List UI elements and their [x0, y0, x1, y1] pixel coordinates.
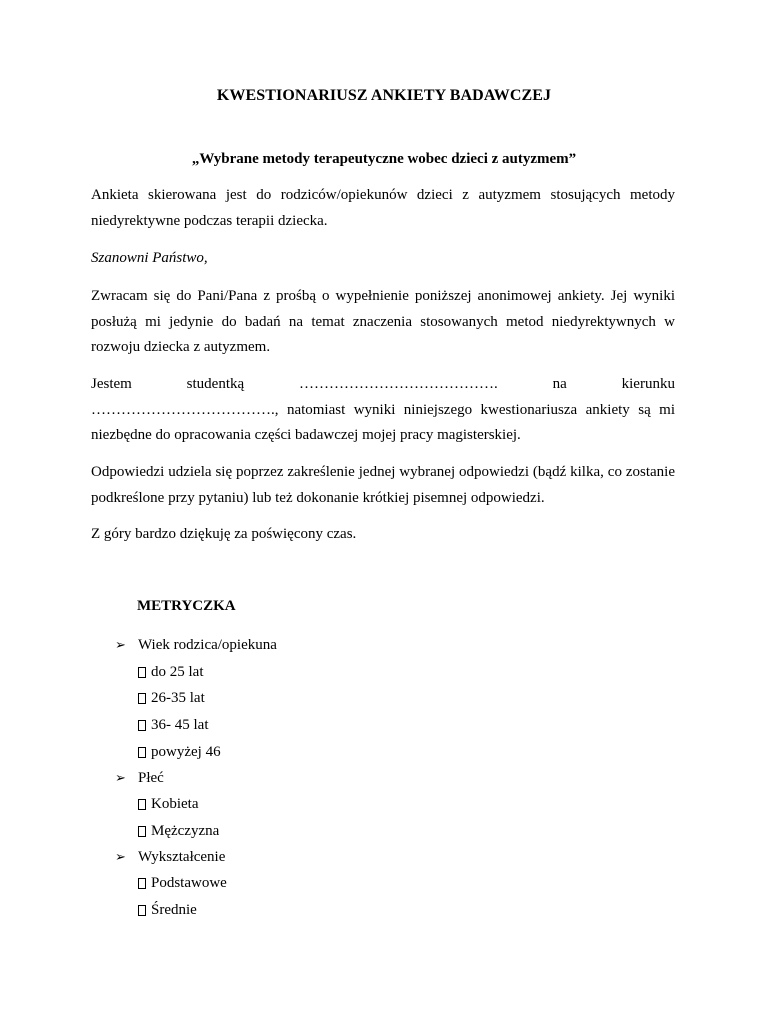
checkbox-icon[interactable] — [138, 905, 146, 916]
question-label: Wykształcenie — [138, 849, 226, 865]
thanks-paragraph: Z góry bardzo dziękuję za poświęcony czas. — [91, 526, 357, 542]
option-label: Kobieta — [151, 796, 199, 812]
document-subtitle: „Wybrane metody terapeutyczne wobec dzieci z autyzmem” — [191, 151, 577, 167]
option-label: powyżej 46 — [151, 744, 221, 760]
option-item[interactable] — [138, 664, 204, 681]
option-item[interactable] — [138, 796, 198, 813]
student-blank-field: …………………………………. — [299, 376, 498, 392]
greeting: Szanowni Państwo, — [91, 250, 208, 266]
option-item[interactable] — [138, 717, 209, 734]
option-label: Podstawowe — [151, 875, 227, 891]
student-paragraph — [91, 372, 675, 449]
option-item[interactable] — [138, 690, 205, 707]
checkbox-icon[interactable] — [138, 667, 146, 678]
question-gender — [115, 770, 164, 787]
checkbox-icon[interactable] — [138, 720, 146, 731]
checkbox-icon[interactable] — [138, 878, 146, 889]
checkbox-icon[interactable] — [138, 693, 146, 704]
option-label: Średnie — [151, 902, 197, 918]
question-label: Wiek rodzica/opiekuna — [138, 637, 277, 653]
request-paragraph: Zwracam się do Pani/Pana z prośbą o wypełnienie poniższej anonimowej ankiety. Jej wyniki posłużą mi jedynie do badań na temat znaczenia stosowanych metod niedyrektywnych w rozwoju dziecka z autyzmem. — [91, 288, 675, 355]
option-item[interactable] — [138, 902, 197, 919]
arrow-bullet-icon: ➢ — [115, 850, 126, 865]
question-education — [115, 849, 225, 866]
arrow-bullet-icon: ➢ — [115, 771, 126, 786]
student-word-4: na — [552, 376, 567, 392]
metryczka-heading: METRYCZKA — [137, 598, 236, 614]
option-item[interactable] — [138, 875, 227, 892]
question-age — [115, 637, 277, 654]
student-word-5: kierunku — [621, 376, 675, 392]
option-item[interactable] — [138, 744, 221, 761]
question-label: Płeć — [138, 770, 164, 786]
option-item[interactable] — [138, 823, 219, 840]
checkbox-icon[interactable] — [138, 826, 146, 837]
checkbox-icon[interactable] — [138, 747, 146, 758]
option-label: do 25 lat — [151, 664, 204, 680]
arrow-bullet-icon: ➢ — [115, 638, 126, 653]
option-label: 36- 45 lat — [151, 717, 209, 733]
intro-paragraph: Ankieta skierowana jest do rodziców/opiekunów dzieci z autyzmem stosujących metody niedyrektywne podczas terapii dziecka. — [91, 187, 675, 229]
student-word-2: studentką — [186, 376, 245, 392]
student-word-1: Jestem — [91, 376, 132, 392]
instructions-paragraph: Odpowiedzi udziela się poprzez zakreślenie jednej wybranej odpowiedzi (bądź kilka, co zostanie podkreślone przy pytaniu) lub też dokonanie krótkiej pisemnej odpowiedzi. — [91, 464, 675, 506]
document-title: KWESTIONARIUSZ ANKIETY BADAWCZEJ — [216, 87, 552, 104]
student-line-2: ………………………………., natomiast wyniki niniejszego kwestionariusza ankiety są mi niezbędne do opracowania części badawczej mojej pracy magisterskiej. — [91, 401, 675, 443]
student-line-1 — [91, 372, 675, 398]
option-label: Mężczyzna — [151, 823, 220, 839]
checkbox-icon[interactable] — [138, 799, 146, 810]
option-label: 26-35 lat — [151, 690, 205, 706]
